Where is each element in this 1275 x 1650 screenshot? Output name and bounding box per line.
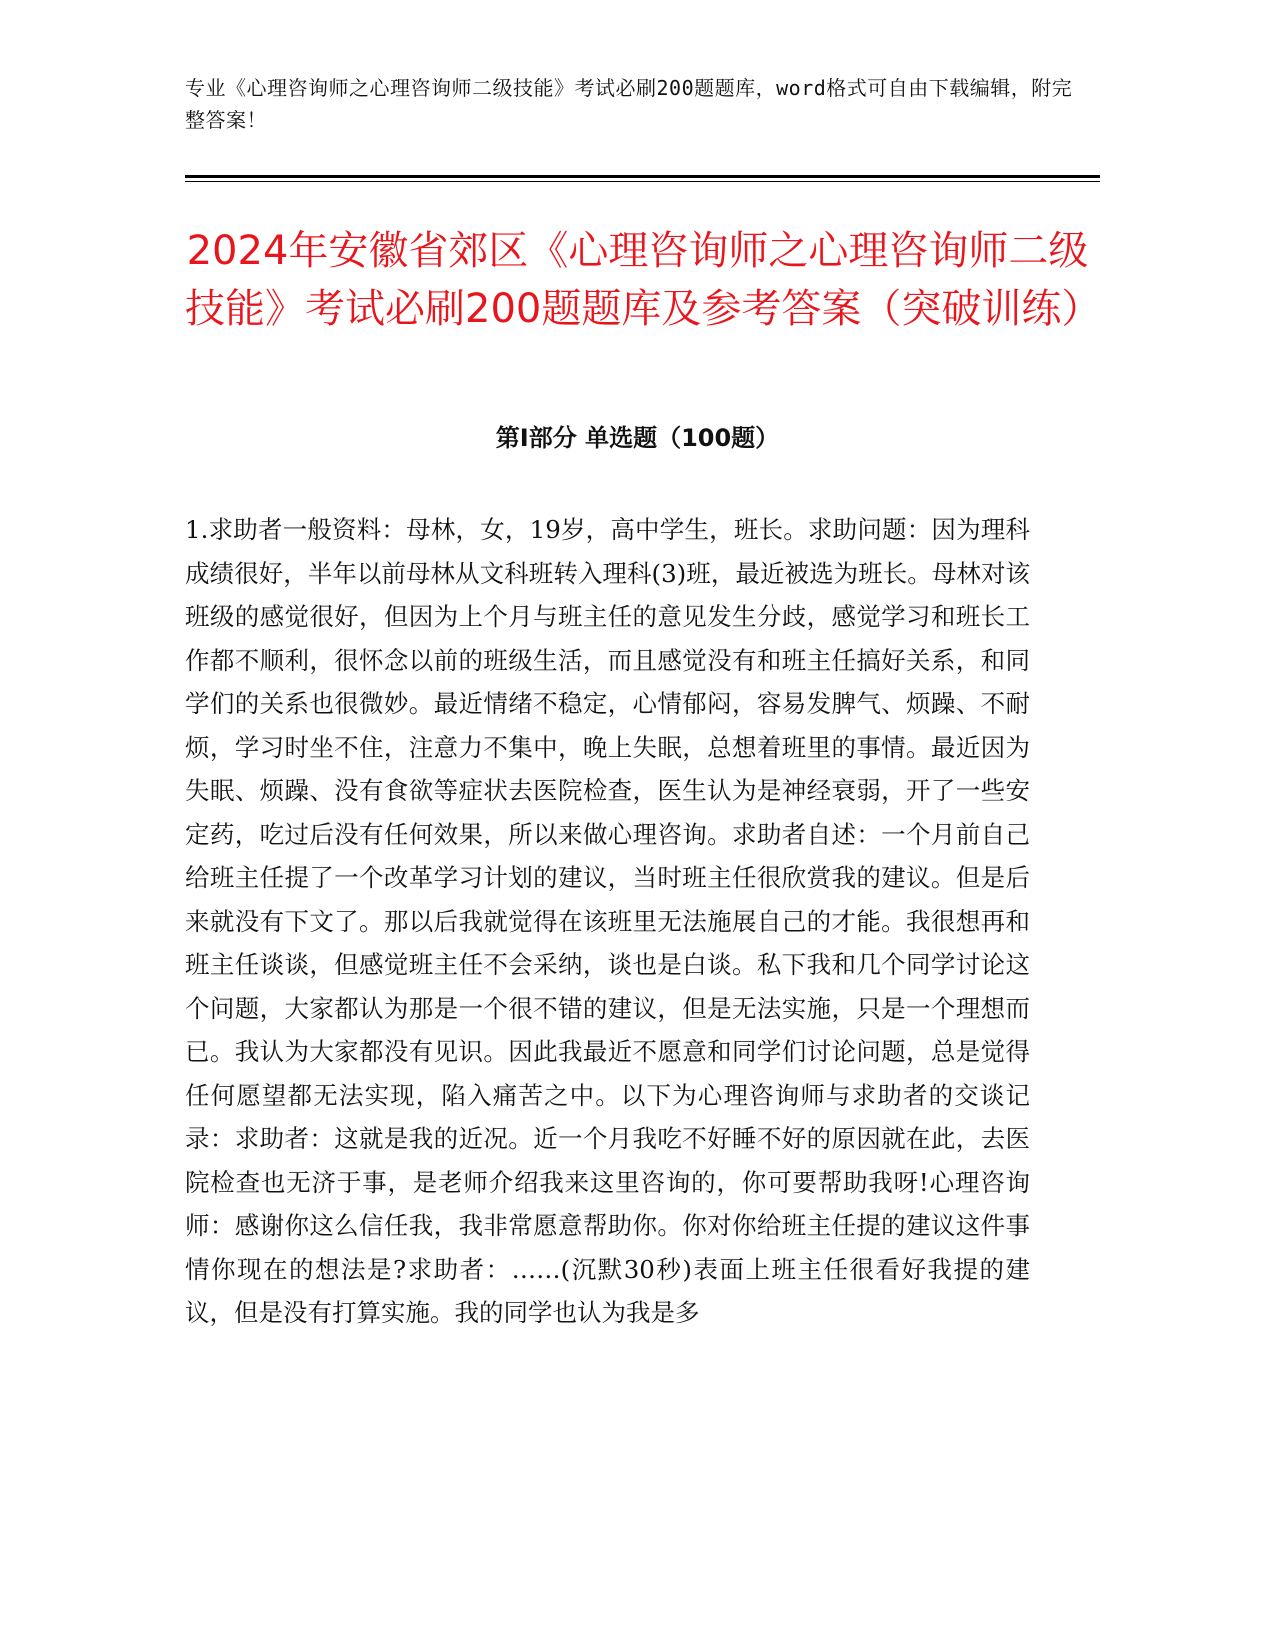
question-1-text: 1.求助者一般资料：母林，女，19岁，高中学生，班长。求助问题：因为理科成绩很好，半年以前母林从文科班转入理科(3)班，最近被选为班长。母林对该班级的感觉很好，但因为上个月与班主任的意见发生分歧，感觉学习和班长工作都不顺利，很怀念以前的班级生活，而且感觉没有和班主任搞好关系，和同学们的关系也很微妙。最近情绪不稳定，心情郁闷，容易发脾气、烦躁、不耐烦，学习时坐不住，注意力不集中，晚上失眠，总想着班里的事情。最近因为失眠、烦躁、没有食欲等症状去医院检查，医生认为是神经衰弱，开了一些安定药，吃过后没有任何效果，所以来做心理咨询。求助者自述：一个月前自己给班主任提了一个改革学习计划的建议，当时班主任很欣赏我的建议。但是后来就没有下文了。那以后我就觉得在该班里无法施展自己的才能。我很想再和班主任谈谈，但感觉班主任不会采纳，谈也是白谈。私下我和几个同学讨论这个问题，大家都认为那是一个很不错的建议，但是无法实施，只是一个理想而已。我认为大家都没有见识。因此我最近不愿意和同学们讨论问题，总是觉得任何愿望都无法实现，陷入痛苦之中。以下为心理咨询师与求助者的交谈记录：求助者：这就是我的近况。近一个月我吃不好睡不好的原因就在此，去医院检查也无济于事，是老师介绍我来这里咨询的，你可要帮助我呀!心理咨询师：感谢你这么信任我，我非常愿意帮助你。你对你给班主任提的建议这件事情你现在的想法是?求助者：……(沉默30秒)表面上班主任很看好我提的建议，但是没有打算实施。我的同学也认为我是多 <box>185 515 1030 1327</box>
section-heading: 第Ⅰ部分 单选题（100题） <box>495 424 780 452</box>
header-note: 专业《心理咨询师之心理咨询师二级技能》考试必刷200题题库，word格式可自由下载编辑，附完整答案！ <box>185 76 1073 132</box>
document-title: 2024年安徽省郊区《心理咨询师之心理咨询师二级技能》考试必刷200题题库及参考答案（突破训练） <box>185 228 1102 332</box>
header-rule-thin <box>185 181 1100 182</box>
header-rule-thick <box>185 175 1100 178</box>
